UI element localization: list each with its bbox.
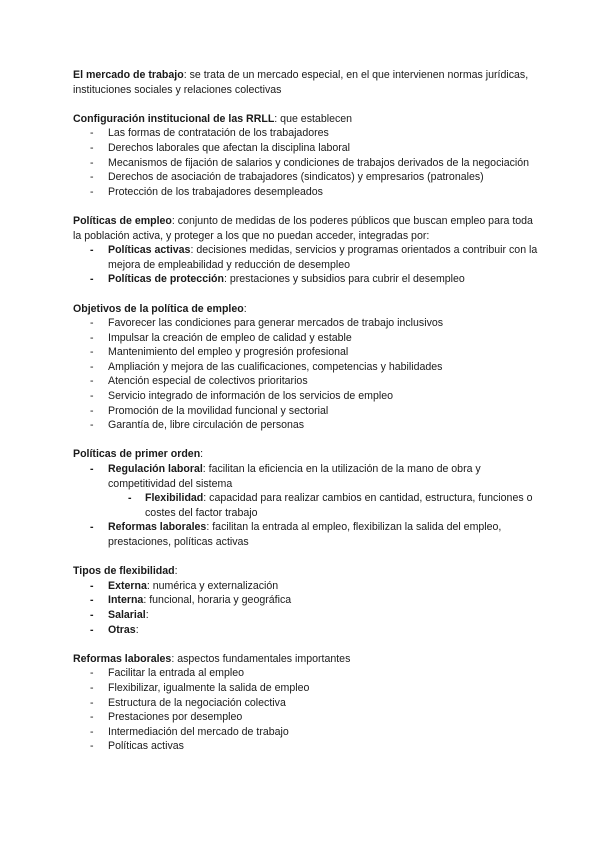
list-item [73, 608, 543, 623]
term: Configuración institucional de las RRLL [73, 112, 275, 125]
list-item [73, 243, 543, 272]
list-item [73, 374, 543, 389]
dash-bullet: - [90, 390, 94, 403]
dash-bullet: - [90, 696, 94, 709]
list-item [73, 593, 543, 608]
dash-bullet: - [90, 317, 94, 330]
section-politicas-empleo [73, 214, 543, 287]
list-item-term: Interna [108, 594, 144, 607]
list-item-text: : facilitan la eficiencia en la utilización de la mano de obra y competitividad del sistema [108, 463, 481, 490]
list-item [73, 520, 543, 549]
list-item-text: Prestaciones por desempleo [108, 711, 243, 724]
list-item-text: Mecanismos de fijación de salarios y condiciones de trabajos derivados de la negociación [108, 156, 530, 169]
dash-bullet: - [90, 521, 94, 534]
list-item-text: Derechos laborales que afectan la disciplina laboral [108, 141, 351, 154]
term: Políticas de empleo [73, 214, 172, 227]
dash-bullet: - [90, 725, 94, 738]
list-item-text: Estructura de la negociación colectiva [108, 696, 286, 709]
list-item-text: Protección de los trabajadores desempleados [108, 185, 323, 198]
list-item-text: : [135, 623, 139, 636]
list-item [73, 666, 543, 681]
section-heading [73, 112, 543, 127]
list-item-text: Derechos de asociación de trabajadores (sindicatos) y empresarios (patronales) [108, 171, 484, 184]
list-item-text: Intermediación del mercado de trabajo [108, 725, 289, 738]
dash-bullet: - [90, 681, 94, 694]
list-item [73, 623, 543, 638]
dash-bullet: - [90, 419, 94, 432]
list-item [73, 418, 543, 433]
list-item [73, 170, 543, 185]
dash-bullet: - [90, 579, 94, 592]
list-item [73, 681, 543, 696]
dash-bullet: - [90, 463, 94, 476]
dash-bullet: - [90, 594, 94, 607]
dash-bullet: - [90, 171, 94, 184]
dash-bullet: - [90, 346, 94, 359]
bullet-list [73, 126, 543, 199]
list-item [73, 185, 543, 200]
term: Tipos de flexibilidad [73, 565, 175, 578]
dash-bullet: - [90, 331, 94, 344]
list-item [73, 360, 543, 375]
dash-bullet: - [90, 740, 94, 753]
dash-bullet: - [90, 273, 94, 286]
list-item [73, 579, 543, 594]
term: Objetivos de la política de empleo [73, 302, 244, 315]
list-item [73, 272, 543, 287]
section-configuracion [73, 112, 543, 200]
list-item [73, 404, 543, 419]
list-item-term: Otras [108, 623, 136, 636]
list-item-text: Favorecer las condiciones para generar mercados de trabajo inclusivos [108, 317, 444, 330]
list-item-term: Reformas laborales [108, 521, 207, 534]
section-heading [73, 214, 543, 243]
nested-bullet-list [73, 491, 543, 520]
list-item [73, 389, 543, 404]
dash-bullet: - [90, 404, 94, 417]
list-item [73, 725, 543, 740]
list-item-text: Flexibilizar, igualmente la salida de empleo [108, 681, 310, 694]
list-item-text: : facilitan la entrada al empleo, flexibilizan la salida del empleo, prestaciones, políticas activas [108, 521, 502, 548]
section-mercado [73, 68, 543, 97]
list-item [73, 696, 543, 711]
bullet-list [73, 666, 543, 754]
bullet-list [73, 316, 543, 433]
definition: : que establecen [274, 112, 353, 125]
list-item-text: : numérica y externalización [146, 579, 279, 592]
section-heading [73, 652, 543, 667]
definition: : conjunto de medidas de los poderes públicos que buscan empleo para toda la población activa, y proteger a los que no puedan acceder, integradas por: [73, 214, 533, 242]
list-item [73, 141, 543, 156]
section-heading [73, 447, 543, 462]
section-reformas [73, 652, 543, 754]
paragraph [73, 68, 543, 97]
dash-bullet: - [90, 185, 94, 198]
section-primer-orden [73, 447, 543, 549]
list-item-text: : decisiones medidas, servicios y programas orientados a contribuir con la mejora de empleabilidad y reducción de desempleo [108, 244, 538, 271]
list-item-text: Políticas activas [108, 740, 184, 753]
dash-bullet: - [90, 623, 94, 636]
dash-bullet: - [128, 492, 132, 505]
definition: : [243, 302, 247, 315]
list-item-text: : prestaciones y subsidios para cubrir el desempleo [223, 273, 465, 286]
list-item-text: : funcional, horaria y geográfica [143, 594, 292, 607]
bullet-list [73, 579, 543, 637]
list-item [73, 316, 543, 331]
section-objetivos [73, 302, 543, 433]
term: Reformas laborales [73, 652, 172, 665]
term: Políticas de primer orden [73, 448, 201, 461]
dash-bullet: - [90, 244, 94, 257]
list-item-term: Externa [108, 579, 147, 592]
section-heading [73, 564, 543, 579]
definition: : [200, 448, 204, 461]
list-item-term: Políticas de protección [108, 273, 224, 286]
list-item-term: Políticas activas [108, 244, 191, 257]
nested-list-item [73, 491, 543, 520]
list-item-text: Ampliación y mejora de las cualificaciones, competencias y habilidades [108, 360, 443, 373]
bullet-list [73, 243, 543, 287]
list-item-term: Regulación laboral [108, 463, 203, 476]
document-page [73, 68, 543, 769]
dash-bullet: - [90, 711, 94, 724]
list-item-text: Promoción de la movilidad funcional y sectorial [108, 404, 329, 417]
list-item [73, 345, 543, 360]
list-item [73, 739, 543, 754]
term: El mercado de trabajo [73, 69, 184, 81]
definition: : aspectos fundamentales importantes [171, 652, 351, 665]
list-item-term: Flexibilidad [145, 492, 204, 505]
list-item [73, 710, 543, 725]
dash-bullet: - [90, 141, 94, 154]
dash-bullet: - [90, 608, 94, 621]
list-item-text: Las formas de contratación de los trabajadores [108, 127, 329, 140]
dash-bullet: - [90, 360, 94, 373]
list-item-text: Garantía de, libre circulación de personas [108, 419, 305, 432]
dash-bullet: - [90, 127, 94, 140]
list-item [73, 331, 543, 346]
dash-bullet: - [90, 156, 94, 169]
list-item [73, 156, 543, 171]
definition: : se trata de un mercado especial, en el que intervienen normas jurídicas, instituciones sociales y relaciones colectivas [73, 69, 529, 96]
definition: : [174, 565, 178, 578]
section-heading [73, 302, 543, 317]
list-item-text: : [145, 608, 149, 621]
list-item-text: Facilitar la entrada al empleo [108, 667, 245, 680]
list-item-text: : capacidad para realizar cambios en cantidad, estructura, funciones o costes del factor trabajo [145, 492, 533, 519]
list-item-text: Atención especial de colectivos prioritarios [108, 375, 308, 388]
list-item-text: Servicio integrado de información de los servicios de empleo [108, 390, 394, 403]
dash-bullet: - [90, 667, 94, 680]
list-item-text: Mantenimiento del empleo y progresión profesional [108, 346, 349, 359]
bullet-list [73, 462, 543, 550]
section-tipos-flexibilidad [73, 564, 543, 637]
list-item [73, 126, 543, 141]
list-item-term: Salarial [108, 608, 146, 621]
dash-bullet: - [90, 375, 94, 388]
list-item-text: Impulsar la creación de empleo de calidad y estable [108, 331, 352, 344]
list-item [73, 462, 543, 491]
